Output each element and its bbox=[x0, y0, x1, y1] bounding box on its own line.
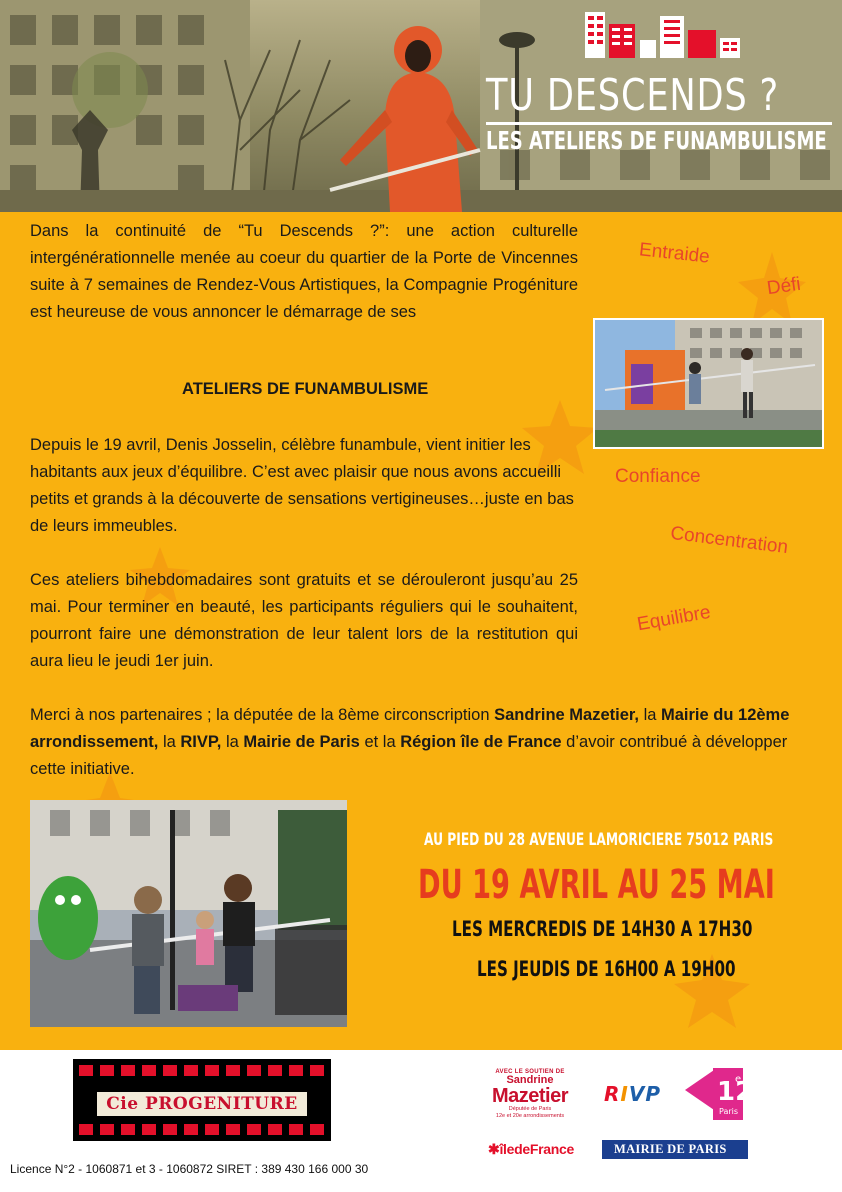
thanks-text: et la bbox=[359, 733, 401, 751]
title-divider bbox=[486, 122, 832, 125]
partner-mairie-paris: Mairie de Paris bbox=[243, 733, 360, 751]
main-title: TU DESCENDS ? bbox=[486, 70, 780, 121]
header-photo bbox=[0, 0, 842, 212]
section-title: ATELIERS DE FUNAMBULISME bbox=[182, 380, 429, 398]
sponsor-idf-logo bbox=[488, 1141, 574, 1158]
event-thursdays: LES JEUDIS DE 16H00 A 19H00 bbox=[477, 957, 736, 981]
rivp-letter: I bbox=[620, 1082, 629, 1106]
workshop-photo-bottom bbox=[30, 800, 347, 1027]
sponsor-paris12-logo bbox=[683, 1064, 745, 1129]
soutien-role: Députée de Paris bbox=[508, 1106, 552, 1112]
subtitle: LES ATELIERS DE FUNAMBULISME bbox=[486, 126, 827, 155]
paragraph-schedule: Ces ateliers bihebdomadaires sont gratuits et se dérouleront jusqu’au 25 mai. Pour terminer en beauté, les participants réguliers qui le souhaitent, pourront faire une démonstration de leur talent lors de la restitution qui aura lieu le jeudi 1er juin. bbox=[30, 571, 578, 670]
soutien-first-name: Sandrine bbox=[506, 1074, 554, 1086]
keyword-concentration: Concentration bbox=[669, 522, 790, 559]
rivp-letter: V bbox=[628, 1082, 646, 1106]
partner-rivp: RIVP, bbox=[180, 733, 222, 751]
intro-paragraph: Dans la continuité de “Tu Descends ?”: une action culturelle intergénérationnelle menée au coeur du quartier de la Porte de Vincennes suite à 7 semaines de Rendez-Vous Artistiques, la Compagnie Progéniture est heureuse de vous annoncer le démarrage de ses bbox=[30, 222, 578, 321]
partner-mairie-12: Mairie du 12ème arrondissement, bbox=[30, 706, 790, 751]
licence-text: Licence N°2 - 1060871 et 3 - 1060872 SIRET : 389 430 166 000 30 bbox=[10, 1162, 369, 1176]
thanks-text: la bbox=[221, 733, 244, 751]
idf-label: îledeFrance bbox=[499, 1141, 574, 1157]
partner-region: Région île de France bbox=[400, 733, 562, 751]
thanks-text: d’avoir contribué à développer cette initiative. bbox=[30, 733, 788, 778]
event-dates: DU 19 AVRIL AU 25 MAI bbox=[418, 862, 775, 908]
soutien-district: 12e et 20e arrondissements bbox=[495, 1113, 565, 1119]
thanks-paragraph bbox=[30, 702, 790, 783]
thanks-text: la bbox=[638, 706, 661, 724]
sponsor-mairie-paris-logo bbox=[602, 1140, 748, 1159]
soutien-last-name: Mazetier bbox=[491, 1085, 569, 1107]
keyword-entraide: Entraide bbox=[638, 239, 711, 268]
mairie-label: MAIRIE DE PARIS bbox=[614, 1142, 727, 1156]
company-name: Cie PROGENITURE bbox=[97, 1092, 307, 1116]
sponsor-rivp-logo bbox=[604, 1082, 661, 1106]
paris12-suffix: e bbox=[735, 1074, 742, 1085]
sponsor-mazetier bbox=[482, 1069, 578, 1120]
content-band bbox=[0, 212, 842, 1050]
event-wednesdays: LES MERCREDIS DE 14H30 A 17H30 bbox=[452, 917, 753, 941]
company-logo bbox=[73, 1059, 331, 1141]
thanks-text: la bbox=[158, 733, 181, 751]
keyword-equilibre: Equilibre bbox=[635, 601, 713, 636]
workshop-photo-top bbox=[593, 318, 824, 449]
keyword-defi: Défi bbox=[765, 273, 803, 300]
paris12-label: Paris bbox=[719, 1107, 739, 1116]
footer bbox=[0, 1050, 842, 1192]
paragraph-josselin: Depuis le 19 avril, Denis Josselin, célèbre funambule, vient initier les habitants aux jeux d’équilibre. C’est avec plaisir que nous avons accueilli petits et grands à la découverte de sensations vertigineuses…juste en bas de leurs immeubles. bbox=[30, 436, 574, 535]
partner-mazetier: Sandrine Mazetier, bbox=[494, 706, 639, 724]
event-address: AU PIED DU 28 AVENUE LAMORICIERE 75012 PARIS bbox=[424, 830, 774, 850]
thanks-text: Merci à nos partenaires ; la députée de la 8ème circonscription bbox=[30, 706, 495, 724]
soutien-label: AVEC LE SOUTIEN DE bbox=[495, 1069, 565, 1075]
paris12-number: 12 bbox=[717, 1077, 745, 1107]
rivp-letter: R bbox=[604, 1082, 621, 1106]
idf-star-icon: ✱ bbox=[488, 1141, 500, 1157]
keyword-confiance: Confiance bbox=[615, 466, 701, 487]
rivp-letter: P bbox=[645, 1082, 662, 1106]
